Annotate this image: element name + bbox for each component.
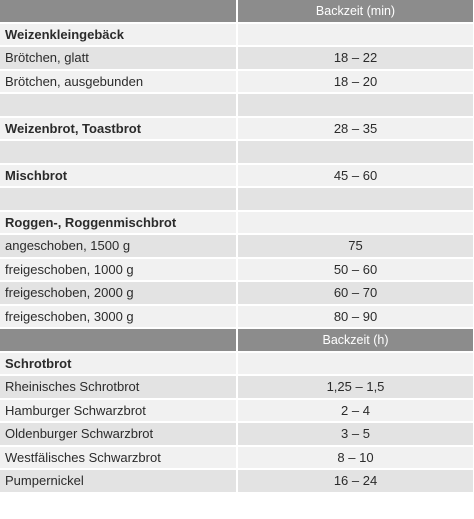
row-label-cell — [0, 140, 237, 164]
row-label-cell: Schrotbrot — [0, 352, 237, 376]
row-label-cell: freigeschoben, 1000 g — [0, 258, 237, 282]
row-value-cell — [237, 23, 474, 47]
row-value-cell: 50 – 60 — [237, 258, 474, 282]
table-row — [0, 140, 474, 164]
row-label-cell: Brötchen, ausgebunden — [0, 70, 237, 94]
row-value-cell — [237, 187, 474, 211]
table-row — [0, 187, 474, 211]
row-label-cell: freigeschoben, 3000 g — [0, 305, 237, 329]
row-label-cell: angeschoben, 1500 g — [0, 234, 237, 258]
row-label-cell: Mischbrot — [0, 164, 237, 188]
row-label-cell — [0, 93, 237, 117]
row-label-cell: Weizenkleingebäck — [0, 23, 237, 47]
table-row — [0, 399, 474, 423]
table-row — [0, 234, 474, 258]
row-value-cell: 8 – 10 — [237, 446, 474, 470]
table-row — [0, 258, 474, 282]
row-value-cell: 3 – 5 — [237, 422, 474, 446]
row-label-cell: Roggen-, Roggenmischbrot — [0, 211, 237, 235]
table-row — [0, 46, 474, 70]
table-row — [0, 352, 474, 376]
row-label-cell: Rheinisches Schrotbrot — [0, 375, 237, 399]
row-value-cell — [237, 211, 474, 235]
row-value-cell: 45 – 60 — [237, 164, 474, 188]
row-value-cell: 1,25 – 1,5 — [237, 375, 474, 399]
row-label-cell: Hamburger Schwarzbrot — [0, 399, 237, 423]
row-value-cell: 28 – 35 — [237, 117, 474, 141]
row-value-cell: 16 – 24 — [237, 469, 474, 493]
row-label-cell: Oldenburger Schwarzbrot — [0, 422, 237, 446]
row-label-cell: freigeschoben, 2000 g — [0, 281, 237, 305]
row-label-cell: Pumpernickel — [0, 469, 237, 493]
table-row — [0, 117, 474, 141]
row-value-cell — [237, 140, 474, 164]
table-row — [0, 305, 474, 329]
row-value-cell: 18 – 20 — [237, 70, 474, 94]
table-row — [0, 23, 474, 47]
row-label-cell: Brötchen, glatt — [0, 46, 237, 70]
table-row — [0, 93, 474, 117]
row-value-cell: 60 – 70 — [237, 281, 474, 305]
table-row — [0, 211, 474, 235]
header-value-cell: Backzeit (min) — [237, 0, 474, 23]
header-label-cell — [0, 0, 237, 23]
row-value-cell: 2 – 4 — [237, 399, 474, 423]
row-value-cell: 80 – 90 — [237, 305, 474, 329]
row-value-cell: 18 – 22 — [237, 46, 474, 70]
table-row — [0, 281, 474, 305]
table-row — [0, 70, 474, 94]
row-label-cell — [0, 187, 237, 211]
table-row — [0, 422, 474, 446]
table-row — [0, 446, 474, 470]
header-label-cell — [0, 328, 237, 352]
row-label-cell: Weizenbrot, Toastbrot — [0, 117, 237, 141]
row-value-cell — [237, 93, 474, 117]
table-row — [0, 164, 474, 188]
header-value-cell: Backzeit (h) — [237, 328, 474, 352]
row-value-cell — [237, 352, 474, 376]
table-row — [0, 469, 474, 493]
row-label-cell: Westfälisches Schwarzbrot — [0, 446, 237, 470]
table-row — [0, 375, 474, 399]
header-row-minutes — [0, 0, 474, 23]
header-row-hours — [0, 328, 474, 352]
row-value-cell: 75 — [237, 234, 474, 258]
